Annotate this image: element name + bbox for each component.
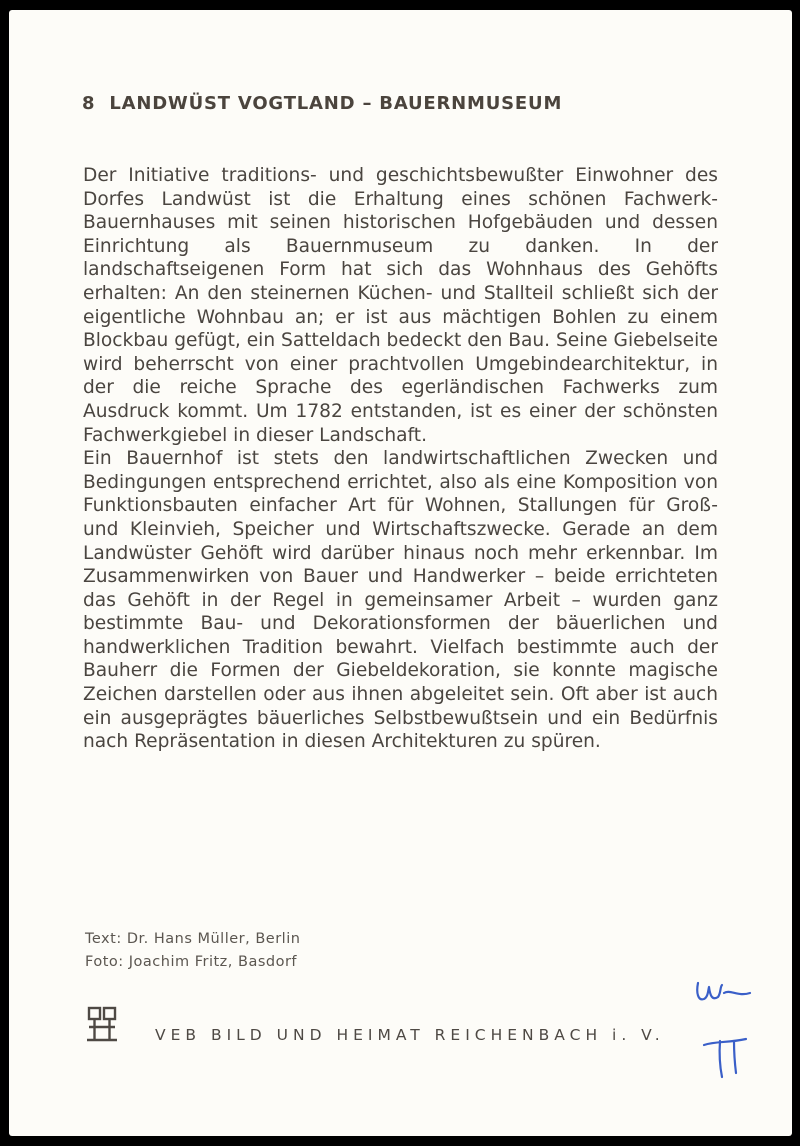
page-heading	[82, 93, 562, 114]
handwritten-annotation-icon	[690, 975, 760, 1085]
paragraph-1: Der Initiative traditions- und geschichtsbewußter Einwohner des Dorfes Landwüst ist die Erhaltung eines schönen Fachwerk-Bauernhauses mit seinen historischen Hofgebäuden und dessen Einrichtung als Bauernmuseum zu danken. In der landschaftseigenen Form hat sich das Wohnhaus des Gehöfts erhalten: An den steinernen Küchen- und Stallteil schließt sich der eigentliche Wohnbau an; er ist aus mächtigen Bohlen zu einem Blockbau gefügt, ein Satteldach bedeckt den Bau. Seine Giebelseite wird beherrscht von einer prachtvollen Umgebindearchitektur, in der die reiche Sprache des egerländischen Fachwerks zum Ausdruck kommt. Um 1782 entstanden, ist es einer der schönsten Fachwerkgiebel in dieser Landschaft.	[83, 165, 718, 446]
publisher-logo-icon	[86, 1005, 118, 1045]
credits	[85, 928, 300, 974]
description-text	[83, 164, 718, 754]
publisher-line: VEB BILD UND HEIMAT REICHENBACH i. V.	[155, 1026, 665, 1044]
photo-credit: Foto: Joachim Fritz, Basdorf	[85, 954, 298, 970]
text-credit: Text: Dr. Hans Müller, Berlin	[85, 931, 301, 947]
card-title: LANDWÜST VOGTLAND – BAUERNMUSEUM	[109, 93, 563, 114]
paragraph-2: Ein Bauernhof ist stets den landwirtschaftlichen Zwecken und Bedingungen entsprechend errichtet, also als eine Komposition von Funktionsbauten einfacher Art für Wohnen, Stallungen für Groß- und Kleinvieh, Speicher und Wirtschaftszwecke. Gerade an dem Landwüster Gehöft wird darüber hinaus noch mehr erkennbar. Im Zusammenwirken von Bauer und Handwerker – beide errichteten das Gehöft in der Regel in gemeinsamer Arbeit – wurden ganz bestimmte Bau- und Dekorationsformen der bäuerlichen und handwerklichen Tradition bewahrt. Vielfach bestimmte auch der Bauherr die Formen der Giebeldekoration, sie konnte magische Zeichen darstellen oder aus ihnen abgeleitet sein. Oft aber ist auch ein ausgeprägtes bäuerliches Selbstbewußtsein und ein Bedürfnis nach Repräsentation in diesen Architekturen zu spüren.	[83, 448, 718, 753]
card-number: 8	[82, 93, 96, 114]
